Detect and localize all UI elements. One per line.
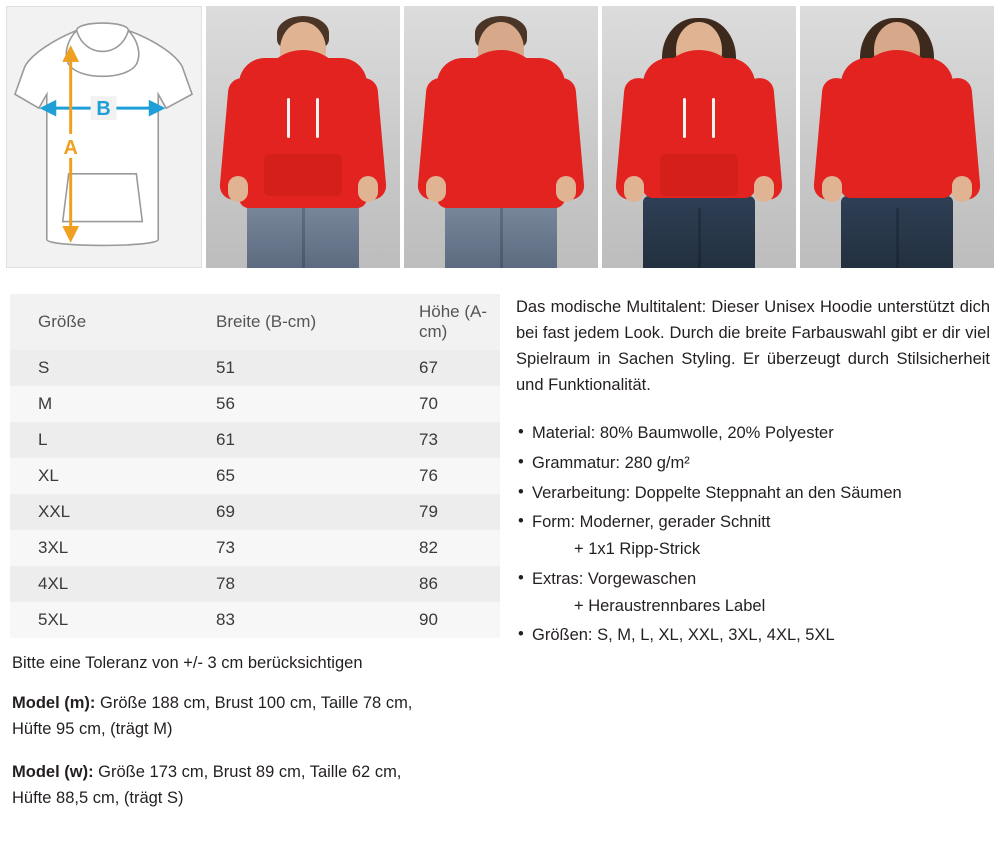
drawstring-left	[287, 98, 290, 138]
model-male-front	[206, 6, 400, 268]
cell-size: S	[38, 358, 50, 377]
spec-text: Grammatur: 280 g/m²	[532, 453, 690, 472]
hand-left	[624, 176, 644, 202]
table-row	[10, 494, 500, 530]
model-male-line2: Hüfte 95 cm, (trägt M)	[12, 719, 173, 738]
table-row	[10, 350, 500, 386]
model-male-info	[12, 691, 510, 742]
size-column	[10, 294, 510, 811]
spec-subtext: + Heraustrennbares Label	[574, 596, 766, 615]
cell-width: 61	[216, 430, 235, 449]
list-item	[516, 622, 990, 649]
cell-width: 78	[216, 574, 235, 593]
header-width: Breite (B-cm)	[216, 312, 317, 331]
spec-text: Verarbeitung: Doppelte Steppnaht an den Säumen	[532, 483, 902, 502]
kangaroo-pocket	[660, 154, 738, 196]
cell-height: 70	[419, 394, 438, 413]
table-row	[10, 422, 500, 458]
hand-right	[952, 176, 972, 202]
hand-right	[556, 176, 576, 202]
size-table-body	[10, 350, 500, 638]
photo-hoodie-diagram	[6, 6, 202, 268]
jeans	[841, 196, 953, 268]
cell-size: 5XL	[38, 610, 69, 629]
size-table	[10, 294, 500, 638]
list-item	[516, 450, 990, 477]
cell-width: 65	[216, 466, 235, 485]
spec-text: Material: 80% Baumwolle, 20% Polyester	[532, 424, 834, 443]
cell-width: 51	[216, 358, 235, 377]
list-item	[516, 420, 990, 447]
hand-right	[358, 176, 378, 202]
cell-size: 3XL	[38, 538, 69, 557]
table-row	[10, 602, 500, 638]
hand-left	[822, 176, 842, 202]
model-male-line1: Größe 188 cm, Brust 100 cm, Taille 78 cm,	[100, 694, 413, 712]
diagram-label-a: A	[63, 136, 78, 159]
model-female-line1: Größe 173 cm, Brust 89 cm, Taille 62 cm,	[98, 763, 402, 782]
cell-height: 73	[419, 430, 438, 449]
cell-size: XXL	[38, 502, 71, 521]
product-specs-list	[516, 420, 990, 649]
photo-female-back	[800, 6, 994, 268]
model-male-label: Model (m):	[12, 694, 96, 712]
drawstring-right	[316, 98, 319, 138]
list-item	[516, 509, 990, 562]
photo-male-back	[404, 6, 598, 268]
photo-female-front	[602, 6, 796, 268]
model-female-info	[12, 760, 510, 811]
photo-male-front	[206, 6, 400, 268]
model-female-front	[602, 6, 796, 268]
drawstring-right	[712, 98, 715, 138]
details-section	[0, 268, 1000, 811]
cell-size: L	[38, 430, 48, 449]
hoodie-measurement-diagram	[7, 7, 201, 267]
kangaroo-pocket	[264, 154, 342, 196]
cell-width: 83	[216, 610, 235, 629]
cell-height: 86	[419, 574, 438, 593]
spec-text: Größen: S, M, L, XL, XXL, 3XL, 4XL, 5XL	[532, 626, 835, 645]
table-row	[10, 566, 500, 602]
hand-right	[754, 176, 774, 202]
cell-width: 73	[216, 538, 235, 557]
hoodie-body	[437, 58, 565, 208]
model-female-line2: Hüfte 88,5 cm, (trägt S)	[12, 788, 184, 807]
product-image-gallery	[0, 0, 1000, 268]
list-item	[516, 566, 990, 619]
cell-width: 56	[216, 394, 235, 413]
table-row	[10, 386, 500, 422]
tolerance-note: Bitte eine Toleranz von +/- 3 cm berücksichtigen	[12, 654, 363, 672]
spec-subtext: + 1x1 Ripp-Strick	[574, 540, 701, 559]
hoodie-body	[841, 58, 953, 198]
model-female-back	[800, 6, 994, 268]
description-column	[510, 294, 990, 811]
table-row	[10, 458, 500, 494]
hand-left	[426, 176, 446, 202]
cell-height: 82	[419, 538, 438, 557]
table-header-row	[10, 294, 500, 350]
cell-size: M	[38, 394, 53, 413]
header-height: Höhe (A-cm)	[419, 302, 488, 341]
list-item	[516, 480, 990, 507]
model-male-back	[404, 6, 598, 268]
header-size: Größe	[38, 312, 87, 331]
spec-text: Form: Moderner, gerader Schnitt	[532, 513, 771, 532]
cell-width: 69	[216, 502, 235, 521]
spec-text: Extras: Vorgewaschen	[532, 569, 697, 588]
diagram-label-b: B	[96, 98, 111, 121]
cell-size: 4XL	[38, 574, 69, 593]
table-row	[10, 530, 500, 566]
cell-height: 76	[419, 466, 438, 485]
cell-height: 67	[419, 358, 438, 377]
jeans	[643, 196, 755, 268]
size-table-head	[10, 294, 500, 350]
model-female-label: Model (w):	[12, 763, 94, 782]
product-description: Das modische Multitalent: Dieser Unisex Hoodie unterstützt dich bei fast jedem Look. Durch die breite Farbauswahl gibt er dir viel Spielraum in Sachen Styling. Er überzeugt durch Stilsicherheit und Funktionalität.	[516, 298, 990, 395]
cell-size: XL	[38, 466, 59, 485]
drawstring-left	[683, 98, 686, 138]
cell-height: 79	[419, 502, 438, 521]
cell-height: 90	[419, 610, 438, 629]
hand-left	[228, 176, 248, 202]
